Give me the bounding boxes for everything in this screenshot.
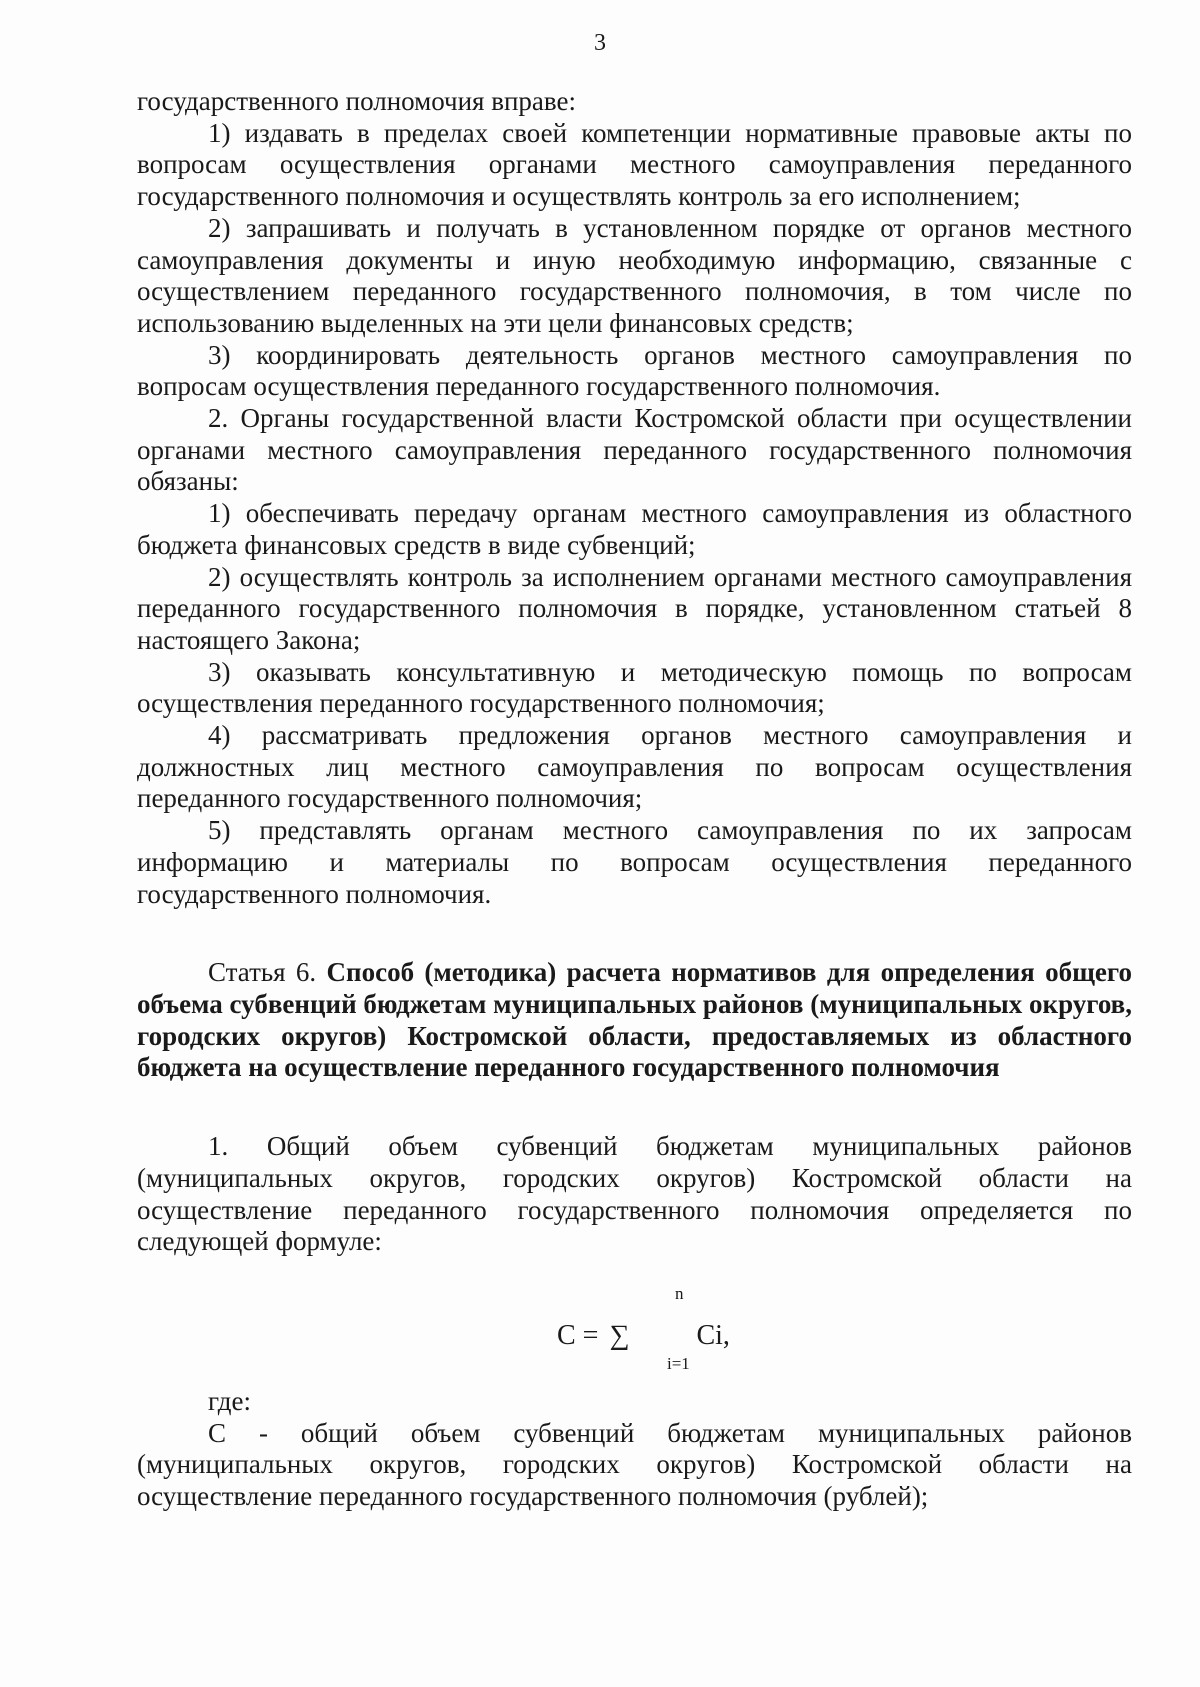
part2-item-3: 3) оказывать консультативную и методическую помощь по вопросам осуществления переданного государственного полномочия; <box>137 656 1132 719</box>
part2-item-5: 5) представлять органам местного самоуправления по их запросам информацию и материалы по вопросам осуществления переданного государственного полномочия. <box>137 815 1132 909</box>
intro-line: государственного полномочия вправе: <box>137 86 576 116</box>
part2-item-4: 4) рассматривать предложения органов местного самоуправления и должностных лиц местного самоуправления по вопросам осуществления переданного государственного полномочия; <box>137 720 1132 814</box>
where-label: где: <box>208 1385 251 1416</box>
sum-term: Ci, <box>696 1319 730 1351</box>
part1-item-1: 1) издавать в пределах своей компетенции нормативные правовые акты по вопросам осуществления органами местного самоуправления переданного государственного полномочия и осуществлять контроль за его исполнением; <box>137 117 1132 212</box>
formula-lhs: C = <box>557 1319 606 1351</box>
article-prefix: Статья 6. <box>208 957 327 988</box>
sum-formula <box>137 1276 1132 1386</box>
part2-item-1: 1) обеспечивать передачу органам местного самоуправления из областного бюджета финансовых средств в виде субвенций; <box>137 498 1132 560</box>
article-paragraph-1: 1. Общий объем субвенций бюджетам муниципальных районов (муниципальных округов, городских округов) Костромской области на осуществление переданного государственного полномочия определяется по следующей формуле: <box>137 1131 1132 1257</box>
definition-c: С - общий объем субвенций бюджетам муниципальных районов (муниципальных округов, городских округов) Костромской области на осуществление переданного государственного полномочия (рублей); <box>137 1417 1132 1512</box>
formula-expression <box>557 1283 730 1373</box>
page-number: 3 <box>594 30 606 56</box>
part1-item-3: 3) координировать деятельность органов местного самоуправления по вопросам осуществления переданного государственного полномочия. <box>137 339 1132 402</box>
part2-item-2: 2) осуществлять контроль за исполнением органами местного самоуправления переданного государственного полномочия в порядке, установленном статьей 8 настоящего Закона; <box>137 561 1132 655</box>
sum-symbol: ∑ <box>609 1319 630 1351</box>
sum-upper-limit: n <box>675 1283 684 1303</box>
part1-item-2: 2) запрашивать и получать в установленном порядке от органов местного самоуправления документы и иную необходимую информацию, связанные с осуществлением переданного государственного полномочия, в том числе по использованию выделенных на эти цели финансовых средств; <box>137 212 1132 338</box>
sum-lower-limit: i=1 <box>667 1353 690 1373</box>
part2-heading: 2. Органы государственной власти Костромской области при осуществлении органами местного самоуправления переданного государственного полномочия обязаны: <box>137 403 1132 497</box>
article-heading <box>137 957 1132 1084</box>
document-body <box>137 86 1132 1513</box>
article-title: Способ (методика) расчета нормативов для определения общего объема субвенций бюджетам муниципальных районов (муниципальных округов, городских округов) Костромской области, предоставляемых из областного бюджета на осуществление переданного государственного полномочия <box>137 957 1132 1083</box>
